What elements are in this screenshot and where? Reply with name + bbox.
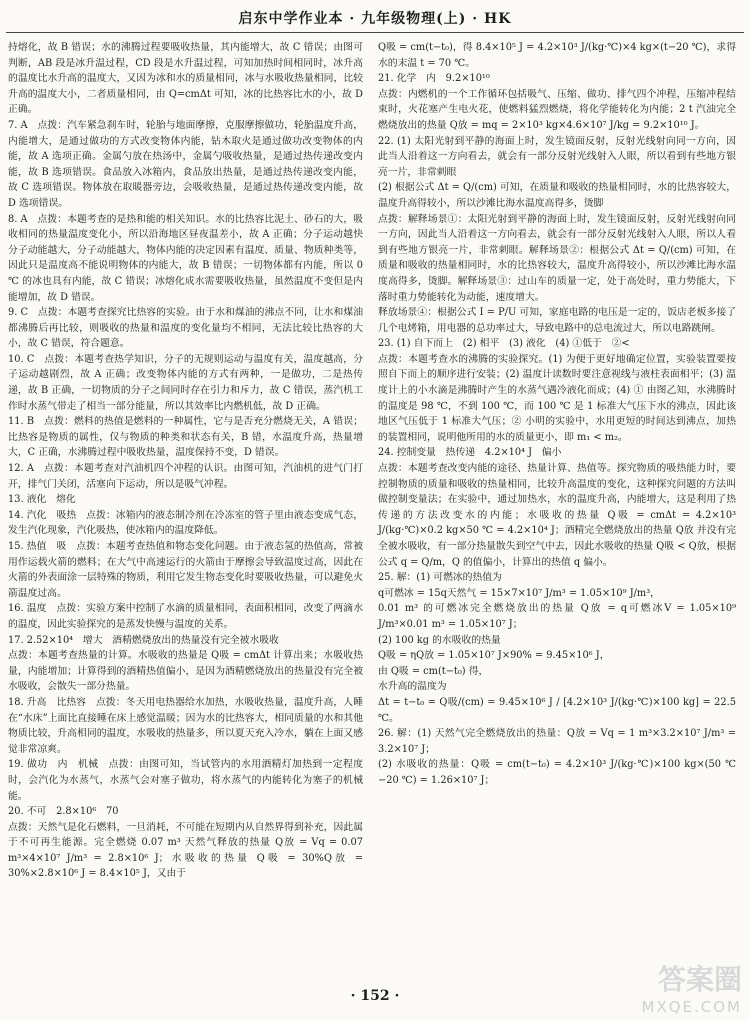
answer-paragraph: 11. B 点拨：燃料的热值是燃料的一种属性，它与是否充分燃烧无关，A 错误；比热容是物质的属性，仅与物质的种类和状态有关，B 错，水温度升高，热量增大，C 正确，水沸腾过程中吸收热量，温度保持不变，D 错误。 <box>8 416 363 459</box>
answer-paragraph: Q吸 = cm(t−t₀)，得 8.4×10⁵ J = 4.2×10³ J/(kg·℃)×4 kg×(t−20 ℃)，求得水的末温 t = 70 ℃。 <box>378 42 736 69</box>
header-title: 启东中学作业本 · 九年级物理(上) · HK <box>238 11 512 27</box>
answer-paragraph: (2) 水吸收的热量：Q吸 = cm(t−t₀) = 4.2×10³ J/(kg·℃)×100 kg×(50 ℃−20 ℃) = 1.26×10⁷ J； <box>378 759 736 786</box>
watermark <box>602 958 742 1014</box>
answer-paragraph: 22. (1) 太阳光射到平静的海面上时，发生镜面反射，反射光线射向同一方向，因此当人沿着这一方向看去，就会有一部分反射光线射入人眼，所以看到有些地方银亮一片，非常刺眼 <box>378 135 736 178</box>
page-header <box>0 0 750 36</box>
answer-paragraph: 13. 液化 熔化 <box>8 494 76 506</box>
answer-paragraph: Q吸 = ηQ放 = 1.05×10⁷ J×90% = 9.45×10⁶ J， <box>378 650 610 662</box>
answer-paragraph: 由 Q吸 = cm(t−t₀) 得， <box>378 665 489 677</box>
answer-paragraph: 26. 解：(1) 天然气完全燃烧放出的热量：Q放 = Vq = 1 m³×3.2×10⁷ J/m³ = 3.2×10⁷ J； <box>378 728 736 755</box>
answer-paragraph: 0.01 m³ 的可燃冰完全燃烧放出的热量 Q放 = q可燃冰V = 1.05×10⁹ J/m³×0.01 m³ = 1.05×10⁷ J； <box>378 603 736 630</box>
answer-paragraph: 水升高的温度为 <box>378 681 447 693</box>
answer-paragraph: 点拨：本题考查水的沸腾的实验探究。(1) 为便于更好地确定位置，实验装置要按照自下而上的顺序进行安装；(2) 温度计读数时要注意视线与液柱表面相平；(3) 温度计上的小水滴是沸腾时产生的水蒸气遇冷液化而成；(4) ① 由图乙知，水沸腾时的温度是 98 ℃，不到 100 ℃，而 100 ℃ 是 1 标准大气压下水的沸点，因此该地区气压低于 1 标准大气压；② 小明的实验中，水用更短的时间达到沸点，加热的装置相同，说明他所用的水的质量更小，即 m₁ < m₂。 <box>378 353 736 443</box>
answer-paragraph: 18. 升高 比热容 点拨：冬天用电热器给水加热，水吸收热量，温度升高，人睡在“水床”上面比直接睡在床上感觉温暖；因为水的比热容大，相同质量的水和其他物质比较，升高相同的温度，水吸收的热量多，所以夏天充入冷水，躺在上面又感觉非常凉爽。 <box>8 696 363 755</box>
answer-paragraph: 15. 热值 吸 点拨：本题考查热值和物态变化问题。由于液态氢的热值高，常被用作运载火箭的燃料；在大气中高速运行的火箭由于摩擦会导致温度过高，因此在火箭的外表面涂一层特殊的物质，利用它发生物态变化时要吸收热量，可以避免火箭温度过高。 <box>8 541 363 599</box>
answer-paragraph: 14. 汽化 吸热 点拨：冰箱内的液态制冷剂在冷冻室的管子里由液态变成气态，发生汽化现象，汽化吸热，使冰箱内的温度降低。 <box>8 509 363 537</box>
answer-paragraph: 点拨：天然气是化石燃料，一旦消耗，不可能在短期内从自然界得到补充，因此属于不可再生能源。完全燃烧 0.07 m³ 天然气释放的热量 Q放 = Vq = 0.07 m³×4×10⁷ J/m³ = 2.8×10⁶ J；水吸收的热量 Q吸 = 30%Q放 = 30%×2.8×10⁶ J = 8.4×10⁵ J，又由于 <box>8 821 363 880</box>
answer-paragraph: 21. 化学 内 9.2×10¹⁰ <box>378 73 490 85</box>
answer-paragraph: 19. 做功 内 机械 点拨：由图可知，当试管内的水用酒精灯加热到一定程度时，会汽化为水蒸气，水蒸气会对塞子做功，将水蒸气的内能转化为塞子的机械能。 <box>8 759 363 802</box>
answer-paragraph: q可燃冰 = 15q天然气 = 15×7×10⁷ J/m³ = 1.05×10⁹ J/m³， <box>378 587 660 599</box>
answer-paragraph: 点拨：本题考查改变内能的途径、热量计算、热值等。探究物质的吸热能力时，要控制物质的质量和吸收的热量相同，比较升高温度的变化，这种探究问题的方法叫做控制变量法；在实验中，通过加热水，水的温度升高，内能增大，这是利用了热传递的方法改变水的内能；水吸收的热量 Q吸 = cmΔt = 4.2×10³ J/(kg·℃)×0.2 kg×50 ℃ = 4.2×10⁴ J；酒精完全燃烧放出的热量 Q放 并没有完全被水吸收，有一部分热量散失到空气中去，因此水吸收的热量 Q吸 < Q放，根据公式 q = Q/m，Q 的值偏小，计算出的热值 q 偏小。 <box>378 463 736 568</box>
answer-paragraph: 9. C 点拨：本题考查探究比热容的实验。由于水和煤油的沸点不同，让水和煤油都沸腾后再比较，则吸收的热量和温度的变化量均不相同，无法比较比热容的大小，故 C 错误，符合题意。 <box>8 307 363 350</box>
watermark-url: MXQE.COM <box>641 998 742 1016</box>
right-column <box>378 40 736 789</box>
left-column <box>8 40 363 882</box>
answer-paragraph: (2) 100 kg 的水吸收的热量 <box>378 634 501 646</box>
answer-paragraph: 25. 解：(1) 可燃冰的热值为 <box>378 572 502 584</box>
answer-paragraph: 点拨：解释场景①：太阳光射到平静的海面上时，发生镜面反射，反射光线射向同一方向，因此当人沿着这一方向看去，就会有一部分反射光线射入人眼，所以人看到有些地方银亮一片，非常刺眼。解释场景②：根据公式 Δt = Q/(cm) 可知，在质量和吸收的热量相同时，水的比热容较大，温度升高得较小，所以沙滩比海水温度高得多，烫脚。解释场景③：过山车的质量一定，处于高处时，重力势能大，下落时重力势能转化为动能，速度增大。 <box>378 213 736 303</box>
answer-paragraph: Δt = t−t₀ = Q吸/(cm) = 9.45×10⁶ J / [4.2×10³ J/(kg·℃)×100 kg] = 22.5 ℃。 <box>378 696 736 724</box>
answer-paragraph: 16. 温度 点拨：实验方案中控制了水滴的质量相同，表面积相同，改变了两滴水的温度，因此实验探究的是蒸发快慢与温度的关系。 <box>8 603 363 630</box>
answer-paragraph: 23. (1) 自下而上 (2) 相平 (3) 液化 (4) ①低于 ②< <box>378 338 630 350</box>
answer-paragraph: 释放场景④：根据公式 I = P/U 可知，家庭电路的电压是一定的，饭店老板多接了几个电烤箱，用电器的总功率过大，导致电路中的总电流过大，所以电路跳闸。 <box>378 307 736 334</box>
answer-paragraph: 8. A 点拨：本题考查的是热和能的相关知识。水的比热容比泥土、砂石的大，吸收相同的热量温度变化小，所以沿海地区昼夜温差小，故 A 正确；分子运动越快分子动能越大，分子动能越大，物体内能的决定因素有温度、质量、物质种类等，因此只是温度高不能说明物体的内能大，故 B 错误；一切物体都有内能，所以 0 ℃ 的冰也具有内能，故 C 错误；冰熔化成水需要吸收热量，虽然温度不变但是内能增加，故 D 错误。 <box>8 213 363 303</box>
answer-paragraph: (2) 根据公式 Δt = Q/(cm) 可知，在质量和吸收的热量相同时，水的比热容较大，温度升高得较小，所以沙滩比海水温度高得多，烫脚 <box>378 182 736 209</box>
answer-paragraph: 持熔化，故 B 错误；水的沸腾过程要吸收热量，其内能增大，故 C 错误；由图可判断，AB 段是冰升温过程，CD 段是水升温过程，可知加热时间相同时，冰升高的温度比水升高的温度大，又因为冰和水的质量相同，冰与水吸收热量相同，比较升高的温度大小，二者质量相同，由 Q=cmΔt 可知，冰的比热容比水的小，故 D 正确。 <box>8 42 363 116</box>
answer-paragraph: 24. 控制变量 热传递 4.2×10⁴ J 偏小 <box>378 447 562 459</box>
answer-paragraph: 点拨：本题考查热量的计算。水吸收的热量是 Q吸 = cmΔt 计算出来；水吸收热量，内能增加；计算得到的酒精热值偏小，是因为酒精燃烧放出的热量没有完全被水吸收，会散失一部分热量。 <box>8 650 363 693</box>
answer-paragraph: 12. A 点拨：本题考查对汽油机四个冲程的认识。由图可知，汽油机的进气门打开，排气门关闭，活塞向下运动，所以是吸气冲程。 <box>8 463 363 490</box>
page-number: · 152 · <box>350 988 400 1004</box>
answer-paragraph: 20. 不可 2.8×10⁶ 70 <box>8 806 119 818</box>
header-rule <box>6 32 744 33</box>
answer-paragraph: 7. A 点拨：汽车紧急刹车时，轮胎与地面摩擦，克服摩擦做功，轮胎温度升高，内能增大，是通过做功的方式改变物体内能，钻木取火是通过做功改变物体的内能，故 A 选项正确。金属勺放在热汤中，金属勺吸收热量，是通过热传递改变内能，故 B 选项错误。食品放入冰箱内，食品放出热量，是通过热传递改变内能，故 C 选项错误。物体放在取暖器旁边，会吸收热量，是通过热传递改变内能，故 D 选项错误。 <box>8 119 363 209</box>
answer-paragraph: 17. 2.52×10⁴ 增大 酒精燃烧放出的热量没有完全被水吸收 <box>8 634 279 646</box>
answer-paragraph: 点拨：内燃机的一个工作循环包括吸气、压缩、做功、排气四个冲程，压缩冲程结束时，火花塞产生电火花，使燃料猛烈燃烧，将化学能转化为内能；2 t 汽油完全燃烧放出的热量 Q放 = mq = 2×10³ kg×4.6×10⁷ J/kg = 9.2×10¹⁰ J。 <box>378 88 736 131</box>
answer-paragraph: 10. C 点拨：本题考查热学知识，分子的无规则运动与温度有关，温度越高，分子运动越剧烈，故 A 正确；改变物体内能的方式有两种，一是做功，二是热传递，故 B 正确，一切物质的分子之间同时存在引力和斥力，故 C 错误，蒸汽机工作时水蒸气带走了相当一部分能量，所以其效率比内燃机低，故 D 正确。 <box>8 353 363 412</box>
watermark-logo: 答案圈 <box>657 963 742 996</box>
